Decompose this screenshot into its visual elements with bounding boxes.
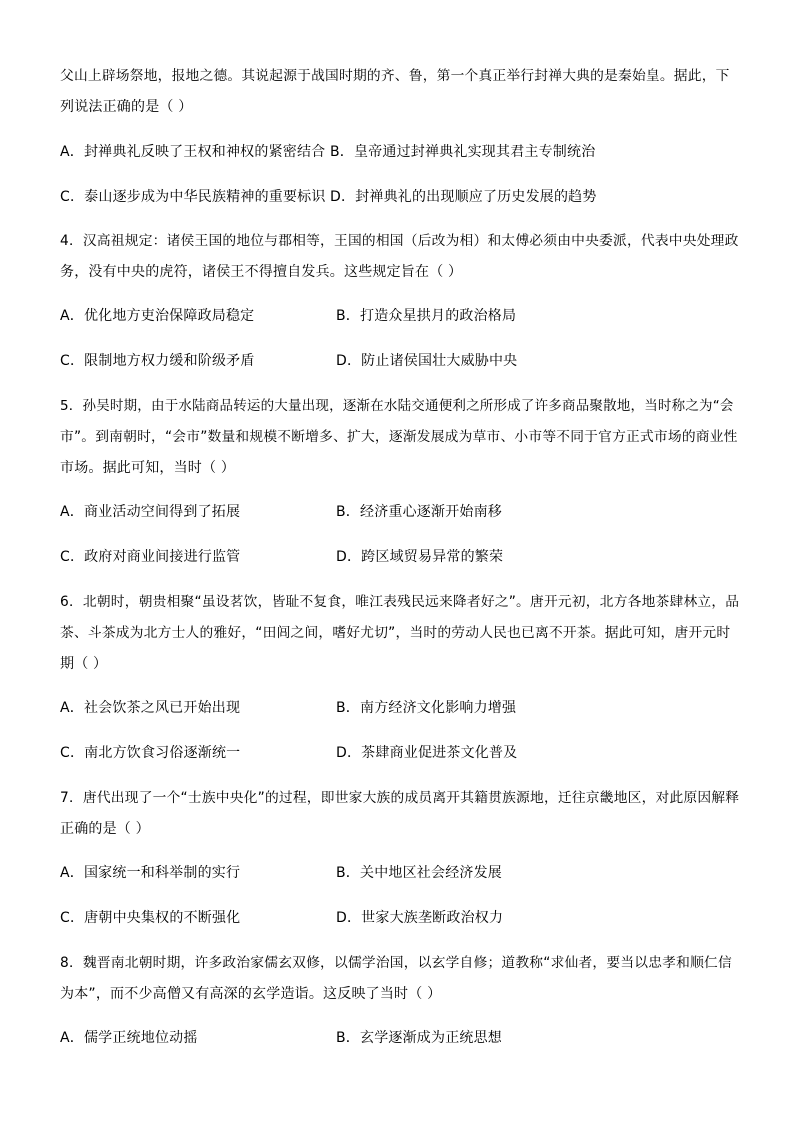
- q3-option-a: A．封禅典礼反映了王权和神权的紧密结合: [60, 144, 326, 160]
- q3-stem-line-2: 列说法正确的是（ ）: [60, 99, 193, 115]
- q5-option-a: A．商业活动空间得到了拓展: [60, 504, 241, 520]
- q7-stem-line-2: 正确的是（ ）: [60, 821, 150, 837]
- q7-option-d: D．世家大族垄断政治权力: [336, 910, 504, 926]
- q4-option-d: D．防止诸侯国壮大威胁中央: [336, 353, 518, 369]
- q6-stem-line-3: 期（ ）: [60, 656, 108, 672]
- q4-option-b: B．打造众星拱月的政治格局: [336, 308, 517, 324]
- q3-option-b: B．皇帝通过封禅典礼实现其君主专制统治: [330, 144, 596, 160]
- q7-option-a: A．国家统一和科举制的实行: [60, 865, 241, 881]
- q5-stem-line-1: 5．孙吴时期，由于水陆商品转运的大量出现，逐渐在水陆交通便利之所形成了许多商品聚散地，当时称之为“会: [60, 398, 734, 414]
- q6-option-d: D．茶肆商业促进茶文化普及: [336, 745, 518, 761]
- q3-option-c: C．泰山逐步成为中华民族精神的重要标识: [60, 189, 326, 205]
- q4-stem-line-2: 务，没有中央的虎符，诸侯王不得擅自发兵。这些规定旨在（ ）: [60, 264, 463, 280]
- q4-stem-line-1: 4．汉高祖规定：诸侯王国的地位与郡相等，王国的相国（后改为相）和太傅必须由中央委派，代表中央处理政: [60, 233, 739, 249]
- q3-stem-line-1: 父山上辟场祭地，报地之德。其说起源于战国时期的齐、鲁，第一个真正举行封禅大典的是秦始皇。据此，下: [60, 68, 730, 84]
- q6-option-c: C．南北方饮食习俗逐渐统一: [60, 745, 241, 761]
- q8-option-a: A．儒学正统地位动摇: [60, 1030, 198, 1046]
- q5-option-d: D．跨区域贸易异常的繁荣: [336, 549, 504, 565]
- q5-stem-line-2: 市”。到南朝时，“会市”数量和规模不断增多、扩大，逐渐发展成为草市、小市等不同于官方正式市场的商业性: [60, 429, 738, 445]
- q8-stem-line-1: 8．魏晋南北朝时期，许多政治家儒玄双修，以儒学治国，以玄学自修；道教称“求仙者，要当以忠孝和顺仁信: [60, 955, 732, 971]
- q6-stem-line-1: 6．北朝时，朝贵相聚“虽设茗饮，皆耻不复食，唯江表残民远来降者好之”。唐开元初，北方各地茶肆林立，品: [60, 594, 740, 610]
- q8-option-b: B．玄学逐渐成为正统思想: [336, 1030, 503, 1046]
- q8-stem-line-2: 为本”，而不少高僧又有高深的玄学造诣。这反映了当时（ ）: [60, 986, 442, 1002]
- q5-stem-line-3: 市场。据此可知，当时（ ）: [60, 460, 236, 476]
- q7-option-b: B．关中地区社会经济发展: [336, 865, 503, 881]
- q5-option-c: C．政府对商业间接进行监管: [60, 549, 241, 565]
- q6-option-a: A．社会饮茶之风已开始出现: [60, 700, 241, 716]
- q5-option-b: B．经济重心逐渐开始南移: [336, 504, 503, 520]
- q4-option-c: C．限制地方权力缓和阶级矛盾: [60, 353, 255, 369]
- q7-option-c: C．唐朝中央集权的不断强化: [60, 910, 241, 926]
- q6-option-b: B．南方经济文化影响力增强: [336, 700, 517, 716]
- q6-stem-line-2: 茶、斗茶成为北方士人的雅好，“田闾之间，嗜好尤切”，当时的劳动人民也已离不开茶。据此可知，唐开元时: [60, 625, 731, 641]
- q3-option-d: D．封禅典礼的出现顺应了历史发展的趋势: [330, 189, 597, 205]
- q4-option-a: A．优化地方吏治保障政局稳定: [60, 308, 255, 324]
- q7-stem-line-1: 7．唐代出现了一个“士族中央化”的过程，即世家大族的成员离开其籍贯族源地，迁往京畿地区，对此原因解释: [60, 790, 740, 806]
